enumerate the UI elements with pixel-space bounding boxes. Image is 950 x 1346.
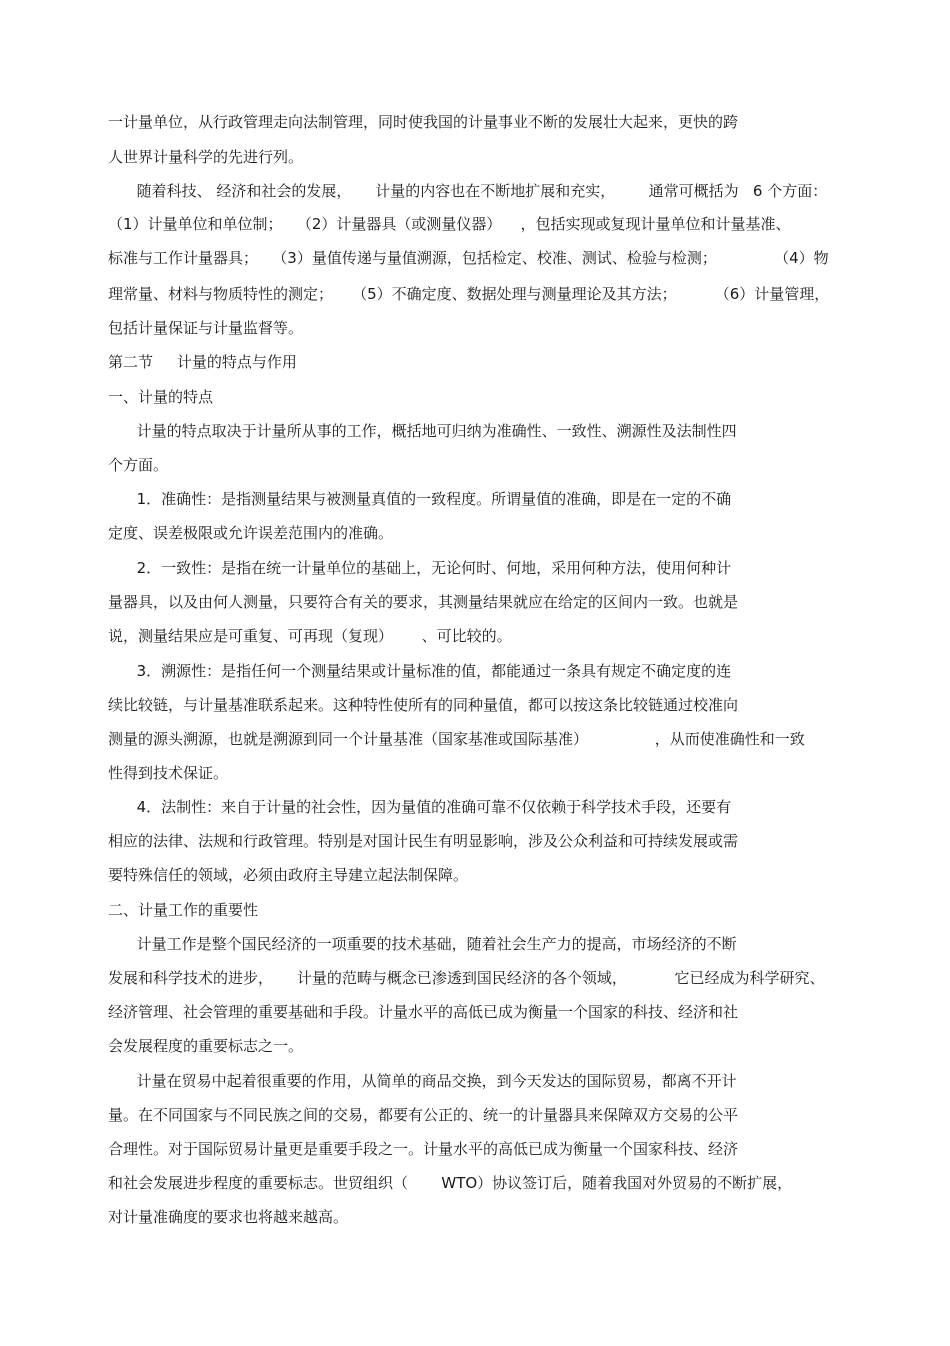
- section-heading: 第二节 计量的特点与作用: [108, 353, 297, 371]
- text-line: 测量的源头溯源，也就是溯源到同一个计量基准（国家基准或国际基准） ，从而使准确性和一致: [108, 730, 805, 748]
- text-line: 量。在不同国家与不同民族之间的交易，都要有公正的、统一的计量器具来保障双方交易的公平: [108, 1106, 739, 1124]
- text-line: 包括计量保证与计量监督等。: [108, 319, 304, 337]
- text-line: 合理性。对于国际贸易计量更是重要手段之一。计量水平的高低已成为衡量一个国家科技、经济: [108, 1140, 739, 1158]
- text-line: 续比较链，与计量基准联系起来。这种特性使所有的同种量值，都可以按这条比较链通过校准向: [108, 696, 739, 714]
- text-line: 会发展程度的重要标志之一。: [108, 1037, 304, 1055]
- text-line: 相应的法律、法规和行政管理。特别是对国计民生有明显影响，涉及公众利益和可持续发展或需: [108, 832, 739, 850]
- text-line: 4．法制性：来自于计量的社会性，因为量值的准确可靠不仅依赖于科学技术手段，还要有: [108, 798, 732, 816]
- text-line: 1．准确性：是指测量结果与被测量真值的一致程度。所谓量值的准确，即是在一定的不确: [108, 490, 732, 508]
- subsection-heading: 二、计量工作的重要性: [108, 901, 259, 919]
- text-line: 一计量单位，从行政管理走向法制管理，同时使我国的计量事业不断的发展壮大起来，更快的跨: [108, 113, 739, 131]
- subsection-heading: 一、计量的特点: [108, 388, 214, 406]
- text-line: 对计量准确度的要求也将越来越高。: [108, 1208, 349, 1226]
- text-line: 性得到技术保证。: [108, 764, 229, 782]
- text-line: 3．溯源性：是指任何一个测量结果或计量标准的值，都能通过一条具有规定不确定度的连: [108, 662, 732, 680]
- text-line: 经济管理、社会管理的重要基础和手段。计量水平的高低已成为衡量一个国家的科技、经济和社: [108, 1003, 739, 1021]
- text-line: 标准与工作计量器具； （3）量值传递与量值溯源，包括检定、校准、测试、检验与检测； （4）物: [108, 249, 829, 267]
- text-line: 计量在贸易中起着很重要的作用，从简单的商品交换，到今天发达的国际贸易，都离不开计: [108, 1072, 737, 1090]
- text-line: 说，测量结果应是可重复、可再现（复现） 、可比较的。: [108, 627, 512, 645]
- text-line: 要特殊信任的领域，必须由政府主导建立起法制保障。: [108, 866, 469, 884]
- text-line: 计量的特点取决于计量所从事的工作，概括地可归纳为准确性、一致性、溯源性及法制性四: [108, 422, 737, 440]
- text-line: 计量工作是整个国民经济的一项重要的技术基础，随着社会生产力的提高，市场经济的不断: [108, 935, 737, 953]
- text-line: 定度、误差极限或允许误差范围内的准确。: [108, 524, 394, 542]
- text-line: 随着科技、 经济和社会的发展， 计量的内容也在不断地扩展和充实， 通常可概括为 6 个方面：: [108, 182, 828, 200]
- text-line: 2．一致性：是指在统一计量单位的基础上，无论何时、何地，采用何种方法，使用何种计: [108, 559, 732, 577]
- text-line: 发展和科学技术的进步， 计量的范畴与概念已渗透到国民经济的各个领域， 它已经成为科学研究、: [108, 969, 825, 987]
- text-line: （1）计量单位和单位制； （2）计量器具（或测量仪器） ，包括实现或复现计量单位和计量基准、: [108, 215, 791, 233]
- text-line: 和社会发展进步程度的重要标志。世贸组织（ WTO）协议签订后，随着我国对外贸易的不断扩展，: [108, 1174, 793, 1192]
- text-line: 理常量、材料与物质特性的测定； （5）不确定度、数据处理与测量理论及其方法； （6）计量管理，: [108, 285, 830, 303]
- text-line: 量器具，以及由何人测量，只要符合有关的要求，其测量结果就应在给定的区间内一致。也就是: [108, 593, 739, 611]
- text-line: 人世界计量科学的先进行列。: [108, 148, 304, 166]
- text-line: 个方面。: [108, 456, 169, 474]
